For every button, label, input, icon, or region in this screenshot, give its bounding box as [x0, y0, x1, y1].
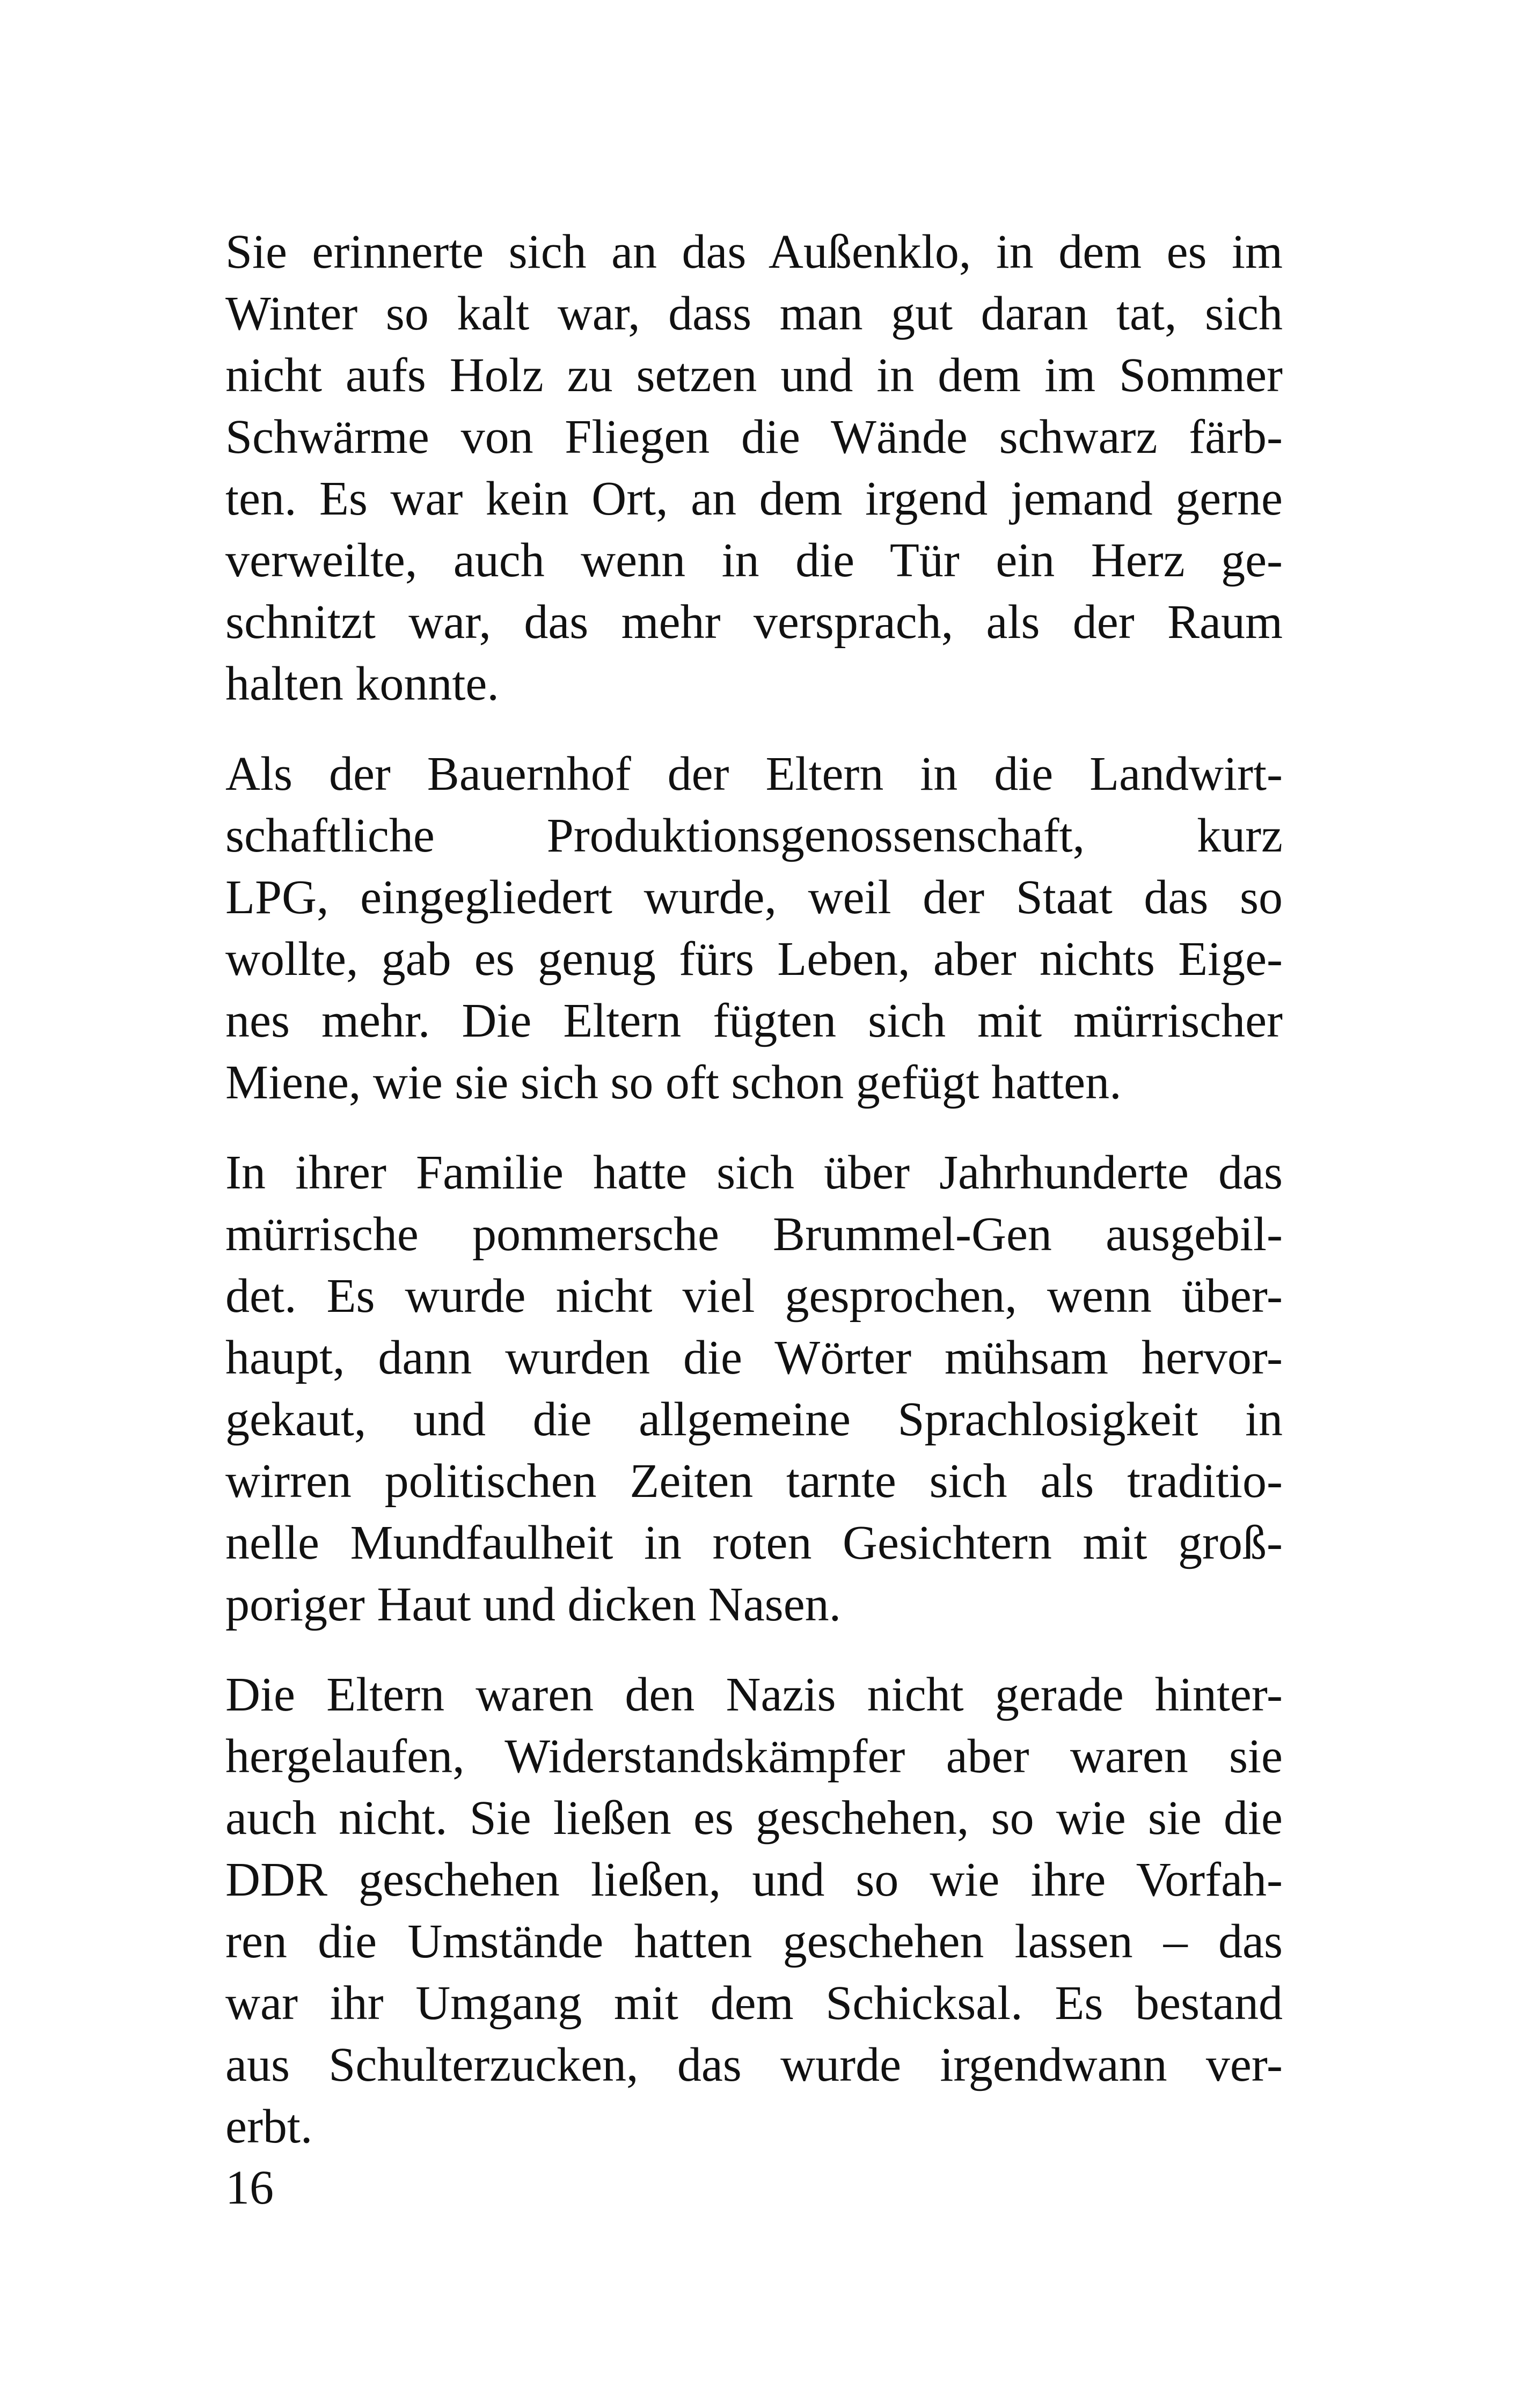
text-line: haupt, dann wurden die Wörter mühsam hervor- — [225, 1331, 1283, 1384]
text-line: Schwärme von Fliegen die Wände schwarz färb- — [225, 410, 1283, 464]
paragraph-1 — [225, 221, 1283, 715]
text-line: nicht aufs Holz zu setzen und in dem im Sommer — [225, 349, 1283, 402]
text-line: verweilte, auch wenn in die Tür ein Herz ge- — [225, 534, 1283, 587]
text-line: DDR geschehen ließen, und so wie ihre Vorfah- — [225, 1853, 1283, 1906]
paragraph-2 — [225, 743, 1283, 1113]
text-line: gekaut, und die allgemeine Sprachlosigkeit in — [225, 1393, 1283, 1446]
text-line: wollte, gab es genug fürs Leben, aber nichts Eige- — [225, 933, 1283, 986]
page-number: 16 — [225, 2161, 274, 2214]
text-line: nelle Mundfaulheit in roten Gesichtern mit groß- — [225, 1516, 1283, 1569]
text-line: halten konnte. — [225, 657, 499, 710]
text-line: In ihrer Familie hatte sich über Jahrhunderte das — [225, 1146, 1283, 1199]
text-line: Miene, wie sie sich so oft schon gefügt hatten. — [225, 1056, 1122, 1109]
text-line: mürrische pommersche Brummel-Gen ausgebil- — [225, 1208, 1283, 1261]
page-body — [225, 221, 1283, 2186]
text-line: auch nicht. Sie ließen es geschehen, so wie sie die — [225, 1792, 1283, 1845]
text-line: schaftliche Produktionsgenossenschaft, kurz — [225, 809, 1283, 862]
paragraph-3 — [225, 1142, 1283, 1635]
text-line: aus Schulterzucken, das wurde irgendwann ver- — [225, 2038, 1283, 2091]
text-line: Sie erinnerte sich an das Außenklo, in dem es im — [225, 225, 1283, 278]
paragraph-4 — [225, 1664, 1283, 2157]
text-line: poriger Haut und dicken Nasen. — [225, 1578, 842, 1631]
text-line: hergelaufen, Widerstandskämpfer aber waren sie — [225, 1730, 1283, 1783]
text-line: Die Eltern waren den Nazis nicht gerade hinter- — [225, 1668, 1283, 1721]
text-line: wirren politischen Zeiten tarnte sich als traditio- — [225, 1455, 1283, 1508]
text-line: Winter so kalt war, dass man gut daran tat, sich — [225, 287, 1283, 340]
text-line: erbt. — [225, 2100, 313, 2153]
text-line: ten. Es war kein Ort, an dem irgend jemand gerne — [225, 472, 1283, 525]
text-line: ren die Umstände hatten geschehen lassen – das — [225, 1915, 1283, 1968]
text-line: war ihr Umgang mit dem Schicksal. Es bestand — [225, 1977, 1283, 2030]
text-line: nes mehr. Die Eltern fügten sich mit mürrischer — [225, 994, 1283, 1047]
text-line: schnitzt war, das mehr versprach, als der Raum — [225, 596, 1283, 649]
text-line: det. Es wurde nicht viel gesprochen, wenn über- — [225, 1269, 1283, 1323]
text-line: Als der Bauernhof der Eltern in die Landwirt- — [225, 747, 1283, 801]
text-line: LPG, eingegliedert wurde, weil der Staat das so — [225, 871, 1283, 924]
